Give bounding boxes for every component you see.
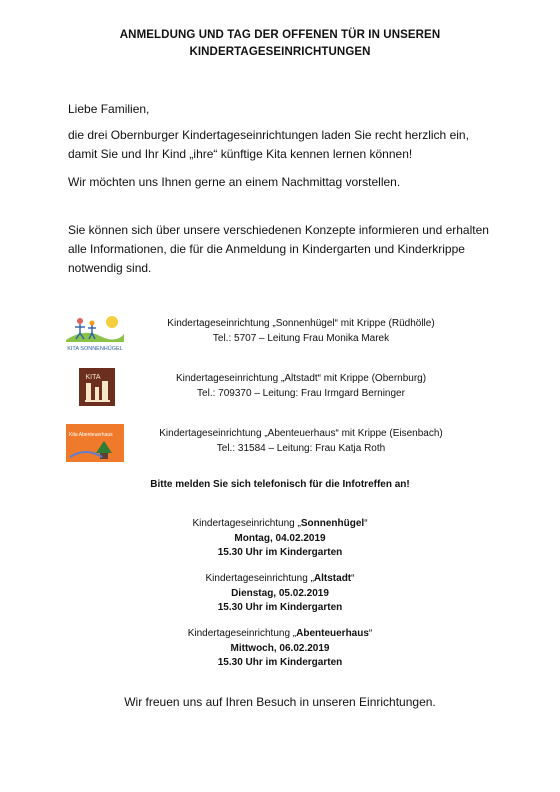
paragraph-afternoon: Wir möchten uns Ihnen gerne an einem Nachmittag vorstellen. [68, 175, 401, 189]
greeting: Liebe Familien, [68, 102, 150, 116]
document-title [40, 27, 520, 61]
institution-altstadt [66, 367, 506, 407]
hill-icon [66, 333, 124, 342]
meeting-sonnenhuegel [80, 517, 480, 561]
meeting-altstadt-time: 15.30 Uhr im Kindergarten [217, 602, 343, 613]
meeting-sonnenhuegel-time: 15.30 Uhr im Kindergarten [217, 547, 343, 558]
institution-altstadt-name: Kindertageseinrichtung „Altstadt“ mit Krippe (Obernburg) [175, 373, 427, 384]
paragraph-invitation-line-1: die drei Obernburger Kindertageseinrichtungen laden Sie recht herzlich ein, [68, 128, 469, 142]
meeting-altstadt-title: Kindertageseinrichtung „Altstadt“ [205, 573, 355, 584]
institution-sonnenhuegel-text [136, 316, 466, 346]
institution-altstadt-text [136, 371, 466, 401]
paragraph-concepts-line-1: Sie können sich über unsere verschiedenen Konzepte informieren und erhalten [68, 223, 489, 237]
institution-sonnenhuegel-name: Kindertageseinrichtung „Sonnenhügel“ mit Krippe (Rüdhölle) [167, 318, 435, 329]
abenteuer-logo-background [66, 424, 124, 462]
sun-icon [106, 316, 118, 328]
meeting-altstadt [80, 572, 480, 616]
paragraph-invitation-line-2: damit Sie und Ihr Kind „ihre“ künftige Kita kennen lernen können! [68, 147, 413, 161]
institution-altstadt-contact: Tel.: 709370 – Leitung: Frau Irmgard Berninger [197, 388, 405, 399]
meeting-abenteuerhaus-date: Mittwoch, 06.02.2019 [230, 642, 330, 654]
institution-sonnenhuegel [66, 312, 506, 352]
meeting-altstadt-date: Dienstag, 05.02.2019 [231, 587, 329, 599]
institution-sonnenhuegel-contact: Tel.: 5707 – Leitung Frau Monika Marek [212, 333, 390, 344]
meeting-abenteuerhaus [80, 627, 480, 671]
sonnenhuegel-logo-text: KITA SONNENHÜGEL [67, 346, 123, 352]
paragraph-concepts [68, 221, 508, 278]
meeting-sonnenhuegel-title: Kindertageseinrichtung „Sonnenhügel“ [192, 518, 368, 529]
meeting-abenteuerhaus-title: Kindertageseinrichtung „Abenteuerhaus“ [187, 628, 373, 639]
closing-line: Wir freuen uns auf Ihren Besuch in unseren Einrichtungen. [124, 695, 436, 709]
institution-abenteuerhaus-text [136, 426, 466, 456]
abenteuer-logo-text: Kita Abenteuerhaus [69, 432, 113, 438]
meeting-abenteuerhaus-time: 15.30 Uhr im Kindergarten [217, 657, 343, 668]
altstadt-logo-text: KITA [85, 374, 101, 381]
meeting-altstadt-name: Altstadt [313, 573, 352, 584]
paragraph-invitation [68, 126, 508, 164]
paragraph-concepts-line-2: alle Informationen, die für die Anmeldung in Kindergarten und Kinderkrippe [68, 242, 465, 256]
registration-notice: Bitte melden Sie sich telefonisch für die Infotreffen an! [150, 479, 410, 490]
paragraph-concepts-line-3: notwendig sind. [68, 261, 152, 275]
institution-abenteuerhaus-name: Kindertageseinrichtung „Abenteuerhaus“ mit Krippe (Eisenbach) [159, 428, 443, 439]
kita-abenteuerhaus-logo [66, 423, 124, 463]
kita-sonnenhuegel-logo [66, 312, 124, 352]
kita-altstadt-logo [66, 367, 124, 407]
institution-abenteuerhaus-contact: Tel.: 31584 – Leitung: Frau Katja Roth [216, 443, 386, 454]
meeting-sonnenhuegel-date: Montag, 04.02.2019 [234, 532, 326, 544]
title-line-1: ANMELDUNG UND TAG DER OFFENEN TÜR IN UNSEREN [119, 29, 441, 41]
title-line-2: KINDERTAGESEINRICHTUNGEN [189, 46, 371, 58]
meeting-abenteuerhaus-name: Abenteuerhaus [296, 628, 369, 639]
meeting-sonnenhuegel-name: Sonnenhügel [300, 518, 365, 529]
institution-abenteuerhaus [66, 423, 506, 463]
